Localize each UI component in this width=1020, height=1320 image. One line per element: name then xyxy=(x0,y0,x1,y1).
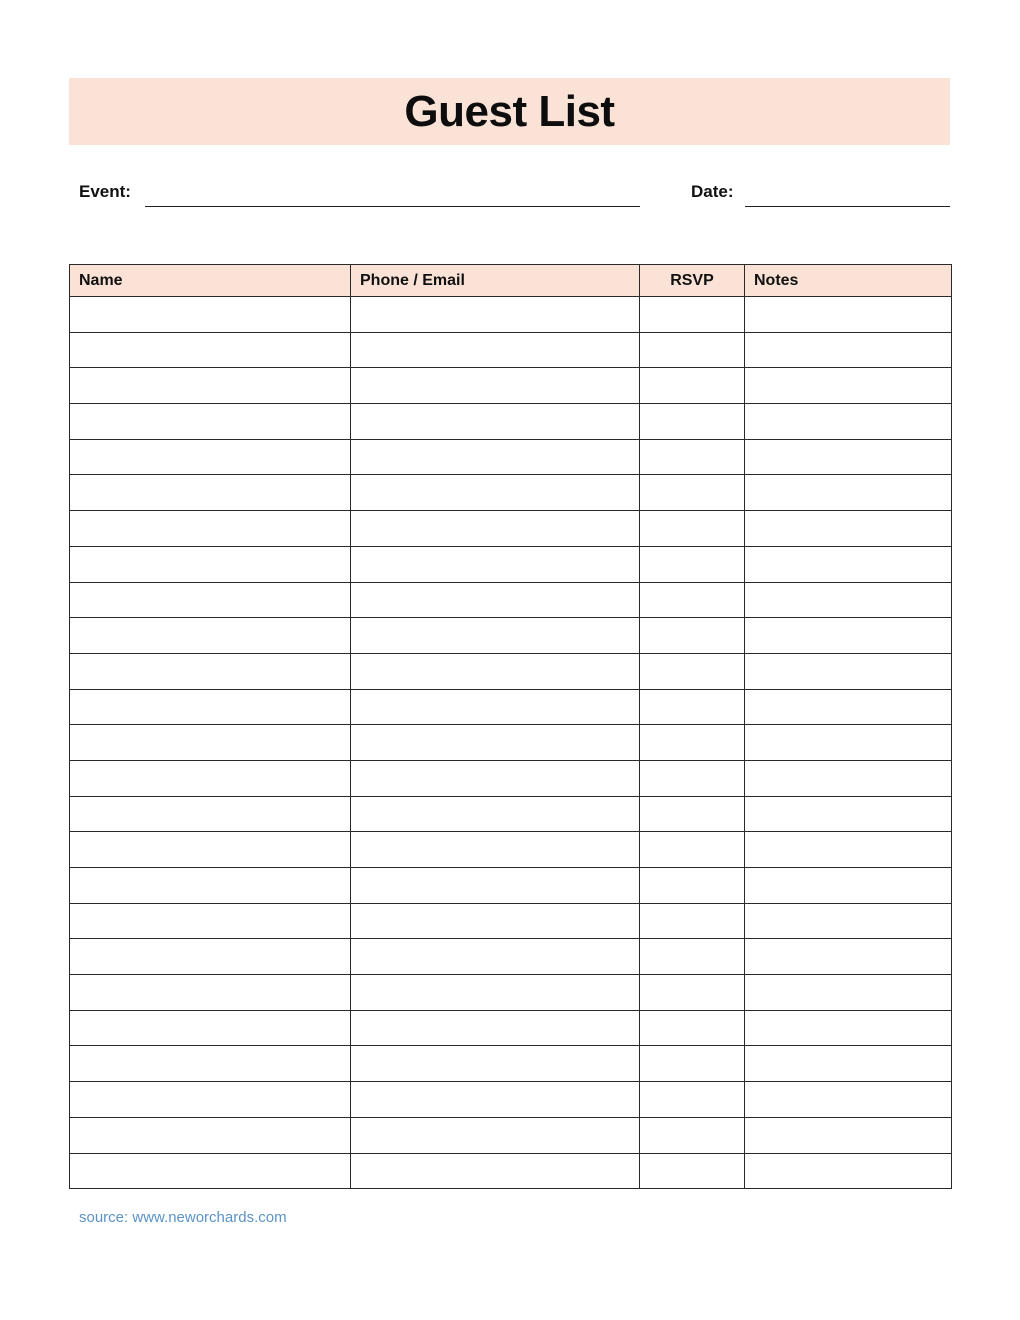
phone-email-cell[interactable] xyxy=(351,546,640,582)
table-row xyxy=(70,475,952,511)
notes-cell[interactable] xyxy=(745,618,952,654)
phone-email-cell[interactable] xyxy=(351,1082,640,1118)
notes-cell[interactable] xyxy=(745,832,952,868)
phone-email-cell[interactable] xyxy=(351,1153,640,1189)
notes-cell[interactable] xyxy=(745,975,952,1011)
rsvp-cell[interactable] xyxy=(640,653,745,689)
name-cell[interactable] xyxy=(70,725,351,761)
name-cell[interactable] xyxy=(70,1046,351,1082)
phone-email-cell[interactable] xyxy=(351,760,640,796)
notes-cell[interactable] xyxy=(745,332,952,368)
name-cell[interactable] xyxy=(70,1010,351,1046)
guest-table xyxy=(69,264,952,1189)
column-header-notes: Notes xyxy=(745,265,952,297)
rsvp-cell[interactable] xyxy=(640,939,745,975)
notes-cell[interactable] xyxy=(745,1046,952,1082)
phone-email-cell[interactable] xyxy=(351,1010,640,1046)
phone-email-cell[interactable] xyxy=(351,975,640,1011)
phone-email-cell[interactable] xyxy=(351,475,640,511)
rsvp-cell[interactable] xyxy=(640,332,745,368)
name-cell[interactable] xyxy=(70,653,351,689)
notes-cell[interactable] xyxy=(745,653,952,689)
phone-email-cell[interactable] xyxy=(351,439,640,475)
name-cell[interactable] xyxy=(70,1117,351,1153)
notes-cell[interactable] xyxy=(745,725,952,761)
date-field[interactable] xyxy=(745,206,950,207)
phone-email-cell[interactable] xyxy=(351,1117,640,1153)
phone-email-cell[interactable] xyxy=(351,725,640,761)
table-row xyxy=(70,689,952,725)
phone-email-cell[interactable] xyxy=(351,404,640,440)
phone-email-cell[interactable] xyxy=(351,689,640,725)
rsvp-cell[interactable] xyxy=(640,1010,745,1046)
column-header-rsvp: RSVP xyxy=(640,265,745,297)
table-row xyxy=(70,332,952,368)
phone-email-cell[interactable] xyxy=(351,332,640,368)
name-cell[interactable] xyxy=(70,332,351,368)
table-row xyxy=(70,725,952,761)
rsvp-cell[interactable] xyxy=(640,475,745,511)
notes-cell[interactable] xyxy=(745,1010,952,1046)
rsvp-cell[interactable] xyxy=(640,1117,745,1153)
table-row xyxy=(70,297,952,333)
date-label: Date: xyxy=(691,182,734,201)
name-cell[interactable] xyxy=(70,760,351,796)
rsvp-cell[interactable] xyxy=(640,903,745,939)
notes-cell[interactable] xyxy=(745,297,952,333)
notes-cell[interactable] xyxy=(745,546,952,582)
table-row xyxy=(70,511,952,547)
phone-email-cell[interactable] xyxy=(351,903,640,939)
phone-email-cell[interactable] xyxy=(351,832,640,868)
table-row xyxy=(70,546,952,582)
name-cell[interactable] xyxy=(70,475,351,511)
table-row xyxy=(70,903,952,939)
notes-cell[interactable] xyxy=(745,1153,952,1189)
page-title: Guest List xyxy=(404,86,615,136)
notes-cell[interactable] xyxy=(745,439,952,475)
name-cell[interactable] xyxy=(70,404,351,440)
name-cell[interactable] xyxy=(70,796,351,832)
phone-email-cell[interactable] xyxy=(351,653,640,689)
notes-cell[interactable] xyxy=(745,511,952,547)
rsvp-cell[interactable] xyxy=(640,868,745,904)
name-cell[interactable] xyxy=(70,832,351,868)
phone-email-cell[interactable] xyxy=(351,368,640,404)
table-row xyxy=(70,404,952,440)
rsvp-cell[interactable] xyxy=(640,975,745,1011)
phone-email-cell[interactable] xyxy=(351,1046,640,1082)
rsvp-cell[interactable] xyxy=(640,725,745,761)
rsvp-cell[interactable] xyxy=(640,511,745,547)
table-row xyxy=(70,796,952,832)
rsvp-cell[interactable] xyxy=(640,582,745,618)
table-row xyxy=(70,832,952,868)
notes-cell[interactable] xyxy=(745,368,952,404)
column-header-phone-email: Phone / Email xyxy=(351,265,640,297)
table-row xyxy=(70,439,952,475)
name-cell[interactable] xyxy=(70,1153,351,1189)
name-cell[interactable] xyxy=(70,618,351,654)
name-cell[interactable] xyxy=(70,368,351,404)
event-label: Event: xyxy=(79,182,131,201)
phone-email-cell[interactable] xyxy=(351,511,640,547)
notes-cell[interactable] xyxy=(745,689,952,725)
name-cell[interactable] xyxy=(70,297,351,333)
phone-email-cell[interactable] xyxy=(351,297,640,333)
rsvp-cell[interactable] xyxy=(640,1153,745,1189)
source-credit: source: www.neworchards.com xyxy=(79,1209,287,1226)
rsvp-cell[interactable] xyxy=(640,404,745,440)
table-row xyxy=(70,1153,952,1189)
phone-email-cell[interactable] xyxy=(351,796,640,832)
notes-cell[interactable] xyxy=(745,475,952,511)
rsvp-cell[interactable] xyxy=(640,832,745,868)
rsvp-cell[interactable] xyxy=(640,368,745,404)
table-row xyxy=(70,1082,952,1118)
notes-cell[interactable] xyxy=(745,868,952,904)
rsvp-cell[interactable] xyxy=(640,796,745,832)
name-cell[interactable] xyxy=(70,439,351,475)
rsvp-cell[interactable] xyxy=(640,1082,745,1118)
event-field[interactable] xyxy=(145,206,640,207)
phone-email-cell[interactable] xyxy=(351,618,640,654)
name-cell[interactable] xyxy=(70,582,351,618)
column-header-name: Name xyxy=(70,265,351,297)
phone-email-cell[interactable] xyxy=(351,868,640,904)
title-banner xyxy=(69,78,950,145)
notes-cell[interactable] xyxy=(745,939,952,975)
table-row xyxy=(70,653,952,689)
name-cell[interactable] xyxy=(70,903,351,939)
notes-cell[interactable] xyxy=(745,760,952,796)
name-cell[interactable] xyxy=(70,511,351,547)
table-row xyxy=(70,868,952,904)
rsvp-cell[interactable] xyxy=(640,546,745,582)
table-row xyxy=(70,939,952,975)
table-header-row xyxy=(70,265,952,297)
rsvp-cell[interactable] xyxy=(640,760,745,796)
rsvp-cell[interactable] xyxy=(640,439,745,475)
name-cell[interactable] xyxy=(70,689,351,725)
table-row xyxy=(70,1010,952,1046)
table-row xyxy=(70,368,952,404)
name-cell[interactable] xyxy=(70,939,351,975)
rsvp-cell[interactable] xyxy=(640,618,745,654)
table-row xyxy=(70,1046,952,1082)
name-cell[interactable] xyxy=(70,1082,351,1118)
table-body xyxy=(70,297,952,1189)
rsvp-cell[interactable] xyxy=(640,297,745,333)
table-row xyxy=(70,1117,952,1153)
phone-email-cell[interactable] xyxy=(351,939,640,975)
notes-cell[interactable] xyxy=(745,404,952,440)
notes-cell[interactable] xyxy=(745,1082,952,1118)
table-row xyxy=(70,975,952,1011)
phone-email-cell[interactable] xyxy=(351,582,640,618)
notes-cell[interactable] xyxy=(745,903,952,939)
rsvp-cell[interactable] xyxy=(640,1046,745,1082)
notes-cell[interactable] xyxy=(745,582,952,618)
table-row xyxy=(70,760,952,796)
name-cell[interactable] xyxy=(70,546,351,582)
name-cell[interactable] xyxy=(70,868,351,904)
rsvp-cell[interactable] xyxy=(640,689,745,725)
notes-cell[interactable] xyxy=(745,796,952,832)
table-row xyxy=(70,618,952,654)
notes-cell[interactable] xyxy=(745,1117,952,1153)
name-cell[interactable] xyxy=(70,975,351,1011)
table-row xyxy=(70,582,952,618)
